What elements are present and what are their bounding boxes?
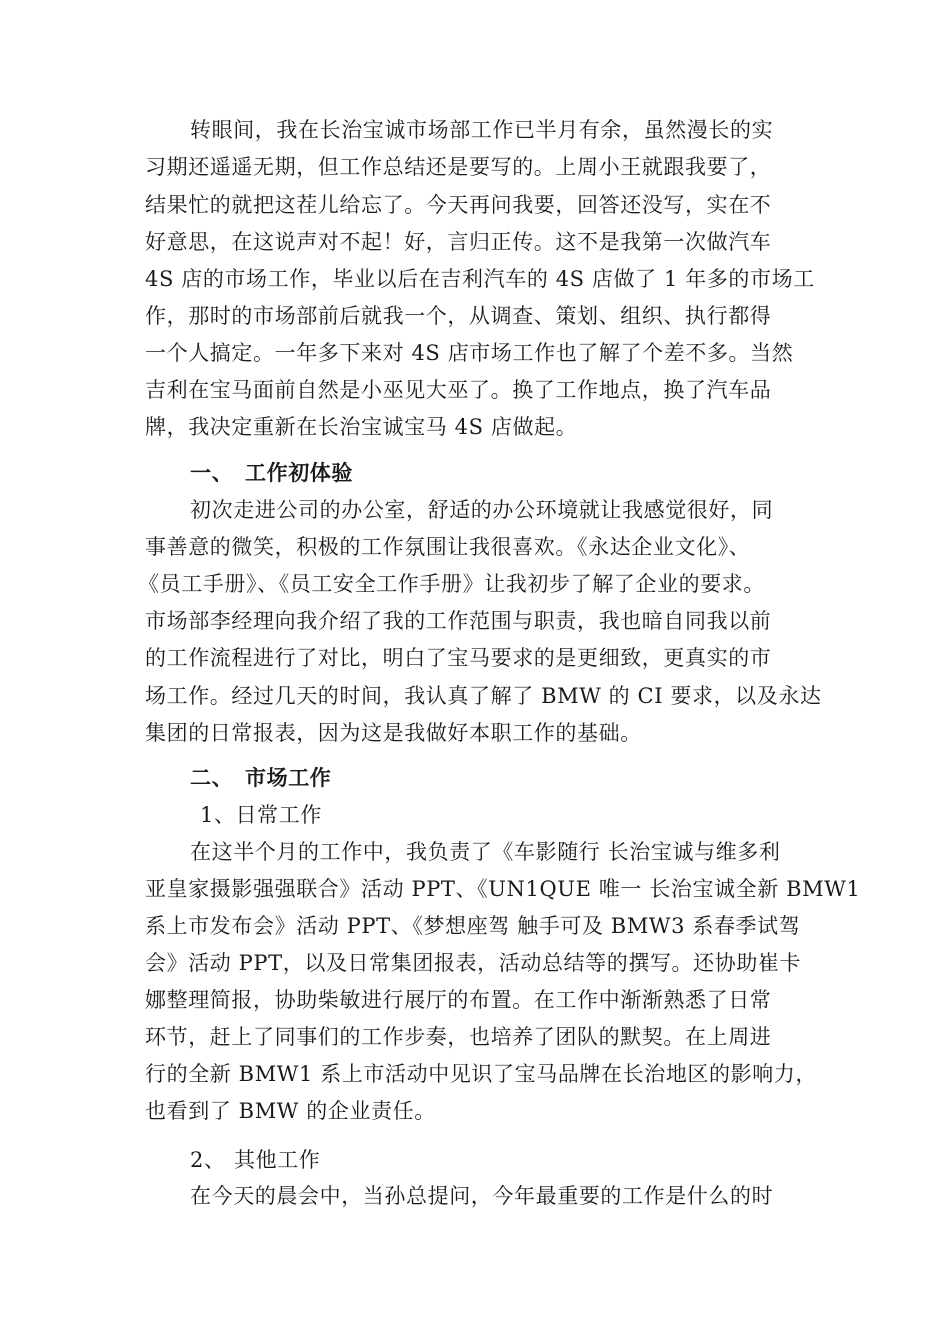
section-number: 二、 bbox=[190, 766, 234, 790]
text-line: 作，那时的市场部前后就我一个，从调查、策划、组织、执行都得 bbox=[145, 304, 772, 328]
subsection-title: 其他工作 bbox=[234, 1148, 321, 1172]
subsection-number: 2、 bbox=[190, 1148, 226, 1172]
text-line: 在这半个月的工作中，我负责了《车影随行 长治宝诚与维多利 bbox=[190, 840, 781, 864]
section-number: 一、 bbox=[190, 461, 234, 485]
text-line: 集团的日常报表，因为这是我做好本职工作的基础。 bbox=[145, 721, 642, 745]
text-line: 娜整理简报，协助柴敏进行展厅的布置。在工作中渐渐熟悉了日常 bbox=[145, 988, 772, 1012]
text-line: 4S 店的市场工作，毕业以后在吉利汽车的 4S 店做了 1 年多的市场工 bbox=[145, 267, 815, 291]
text-line: 也看到了 BMW 的企业责任。 bbox=[145, 1099, 436, 1123]
text-line: 一个人搞定。一年多下来对 4S 店市场工作也了解了个差不多。当然 bbox=[145, 341, 794, 365]
text-line: 转眼间，我在长治宝诚市场部工作已半月有余，虽然漫长的实 bbox=[190, 118, 774, 142]
text-line: 系上市发布会》活动 PPT、《梦想座驾 触手可及 BMW3 系春季试驾 bbox=[145, 914, 801, 938]
text-line: 事善意的微笑，积极的工作氛围让我很喜欢。《永达企业文化》、 bbox=[145, 535, 751, 559]
text-line: 行的全新 BMW1 系上市活动中见识了宝马品牌在长治地区的影响力， bbox=[145, 1062, 818, 1086]
text-line: 习期还遥遥无期，但工作总结还是要写的。上周小王就跟我要了， bbox=[145, 155, 772, 179]
text-line: 环节，赶上了同事们的工作步奏，也培养了团队的默契。在上周进 bbox=[145, 1025, 772, 1049]
text-line: 亚皇家摄影强强联合》活动 PPT、《UN1QUE 唯一 长治宝诚全新 BMW1 bbox=[145, 877, 861, 901]
text-line: 《员工手册》、《员工安全工作手册》让我初步了解了企业的要求。 bbox=[138, 572, 765, 596]
text-line: 牌，我决定重新在长治宝诚宝马 4S 店做起。 bbox=[145, 415, 578, 439]
text-line: 结果忙的就把这茬儿给忘了。今天再问我要，回答还没写，实在不 bbox=[145, 193, 772, 217]
section-title: 市场工作 bbox=[245, 766, 332, 790]
subsection-title: 1、日常工作 bbox=[200, 803, 322, 827]
text-line: 会》活动 PPT，以及日常集团报表，活动总结等的撰写。还协助崔卡 bbox=[145, 951, 802, 975]
section-title: 工作初体验 bbox=[245, 461, 353, 485]
text-line: 在今天的晨会中，当孙总提问，今年最重要的工作是什么的时 bbox=[190, 1184, 774, 1208]
text-line: 的工作流程进行了对比，明白了宝马要求的是更细致，更真实的市 bbox=[145, 646, 772, 670]
text-line: 吉利在宝马面前自然是小巫见大巫了。换了工作地点，换了汽车品 bbox=[145, 378, 772, 402]
text-line: 市场部李经理向我介绍了我的工作范围与职责，我也暗自同我以前 bbox=[145, 609, 772, 633]
text-line: 场工作。经过几天的时间，我认真了解了 BMW 的 CI 要求，以及永达 bbox=[145, 684, 822, 708]
text-line: 初次走进公司的办公室，舒适的办公环境就让我感觉很好，同 bbox=[190, 498, 774, 522]
text-line: 好意思，在这说声对不起！好，言归正传。这不是我第一次做汽车 bbox=[145, 230, 772, 254]
